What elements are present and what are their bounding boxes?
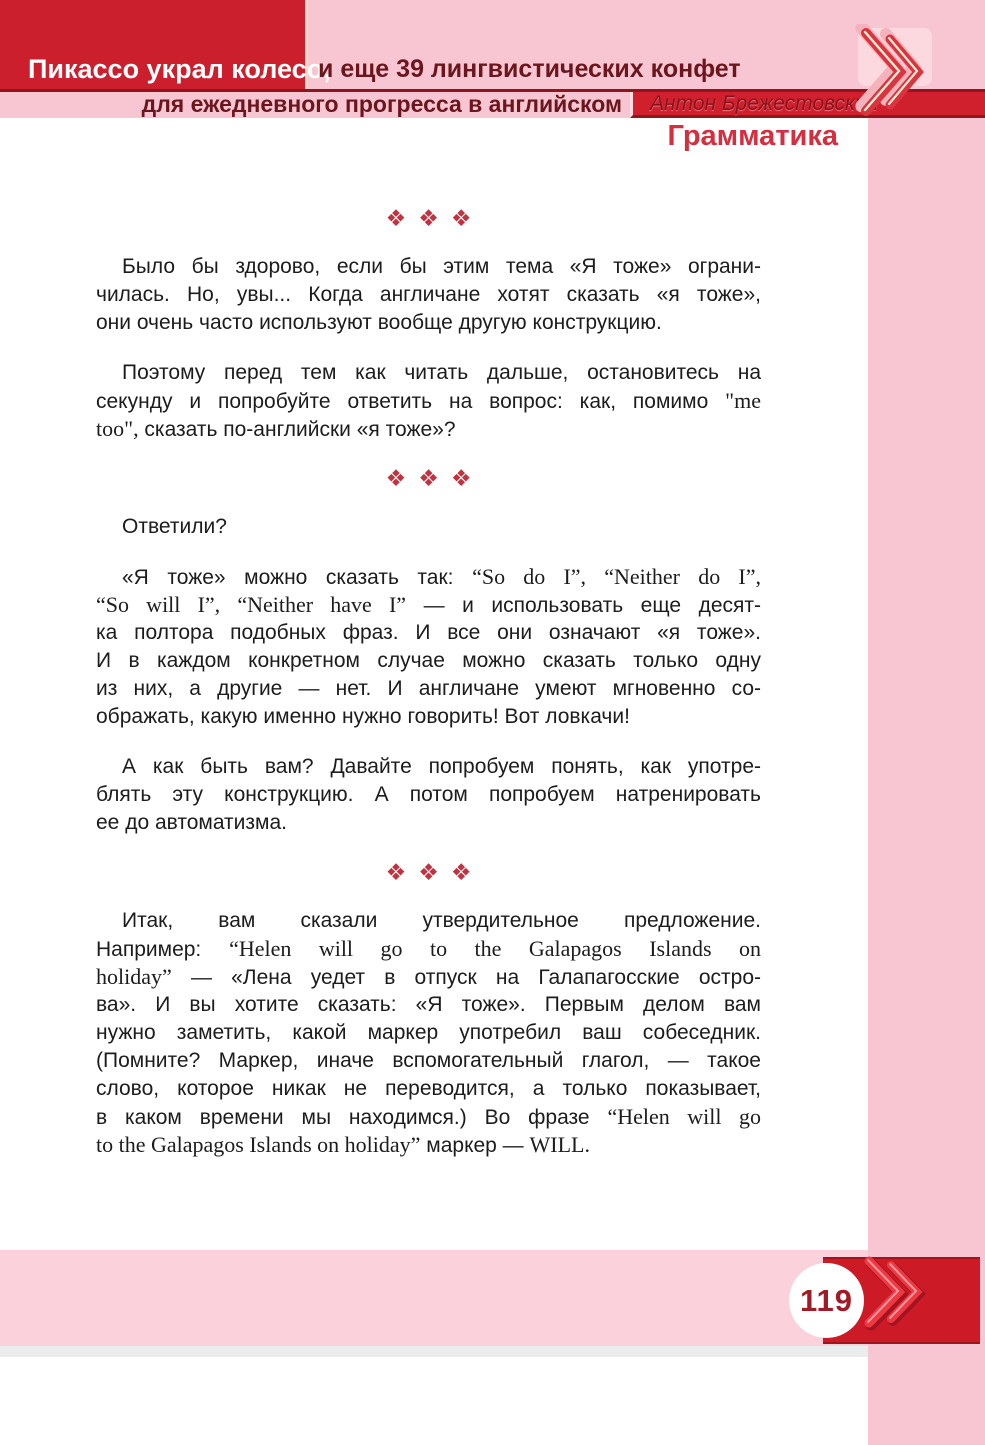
text-segment: Было бы здорово, если бы этим тема «Я тоже» ограни-	[122, 255, 761, 278]
content-column	[96, 205, 761, 1181]
english-phrase: “So will I”, “Neither have I”	[96, 592, 407, 617]
text-line	[96, 647, 761, 675]
paragraph	[96, 359, 761, 443]
text-segment: ображать, какую именно нужно говорить! Вот ловкачи!	[96, 705, 630, 728]
footer-shadow-strip	[0, 1346, 868, 1357]
paragraph	[96, 563, 761, 731]
double-chevron-right-icon	[858, 1254, 932, 1332]
text-line	[96, 809, 761, 837]
book-title-rest: и еще 39 лингвистических конфет	[318, 55, 741, 83]
text-line	[96, 703, 761, 731]
text-segment: ее до автоматизма.	[96, 811, 287, 834]
text-segment: Поэтому перед тем как читать дальше, остановитесь на	[122, 361, 761, 384]
english-phrase: "me	[725, 388, 761, 413]
english-phrase: to the Galapagos Islands on holiday”	[96, 1132, 421, 1157]
ornament-divider	[96, 859, 761, 887]
text-segment: блять эту конструкцию. А потом попробуем натренировать	[96, 783, 761, 806]
book-subtitle: для ежедневного прогресса в английском	[141, 91, 622, 117]
text-segment: ка полтора подобных фраз. И все они означают «я тоже».	[96, 621, 761, 644]
text-line	[96, 1103, 761, 1131]
text-line	[96, 281, 761, 309]
text-segment: Итак, вам сказали утвердительное предложение.	[122, 909, 761, 932]
header-row-2	[0, 92, 985, 118]
text-line	[96, 415, 761, 443]
text-line: Ответили?	[122, 515, 227, 538]
text-segment: в каком времени мы находимся.) Во фразе	[96, 1106, 608, 1129]
text-segment: (Помните? Маркер, иначе вспомогательный глагол, — такое	[96, 1049, 761, 1072]
text-line	[96, 1047, 761, 1075]
text-segment: А как быть вам? Давайте попробуем понять, как употре-	[122, 755, 761, 778]
english-phrase: “Helen will go	[607, 1104, 761, 1129]
page-number: 119	[799, 1282, 853, 1318]
text-segment: И в каждом конкретном случае можно сказать только одну	[96, 649, 761, 672]
text-line	[96, 781, 761, 809]
diamond-ornament-icon: ❖	[450, 466, 472, 492]
text-segment: из них, а другие — нет. И англичане умеют мгновенно со-	[96, 677, 761, 700]
text-segment: ва». И вы хотите сказать: «Я тоже». Первым делом вам	[96, 993, 761, 1016]
author-name: Антон Брежестовский	[650, 92, 879, 115]
double-chevron-right-icon	[854, 24, 936, 120]
text-line	[96, 907, 761, 935]
diamond-ornament-icon: ❖	[418, 466, 439, 492]
diamond-ornament-icon: ❖	[450, 206, 472, 232]
diamond-ornament-icon: ❖	[418, 206, 439, 232]
english-phrase: “So do I”, “Neither do I”,	[472, 564, 761, 589]
text-line	[96, 563, 761, 591]
text-segment: нужно заметить, какой маркер употребил ваш собеседник.	[96, 1021, 761, 1044]
text-segment: чилась. Но, увы... Когда англичане хотят сказать «я тоже»,	[96, 283, 761, 306]
page-number-badge	[789, 1263, 864, 1338]
text-segment: они очень часто используют вообще другую конструкцию.	[96, 311, 662, 334]
text-segment: слово, которое никак не переводится, а только показывает,	[96, 1077, 761, 1100]
text-line	[96, 935, 761, 963]
text-line	[96, 387, 761, 415]
diamond-ornament-icon: ❖	[385, 466, 407, 492]
text-line	[96, 1131, 761, 1159]
text-segment: — «Лена уедет в отпуск на Галапагосские остро-	[171, 966, 761, 989]
text-line	[96, 619, 761, 647]
title-red-box	[0, 0, 331, 89]
text-line	[96, 675, 761, 703]
text-segment: маркер —	[420, 1134, 530, 1157]
text-line	[96, 1075, 761, 1103]
diamond-ornament-icon: ❖	[385, 860, 407, 886]
text-line	[96, 309, 761, 337]
paragraph	[96, 753, 761, 837]
text-line	[96, 1019, 761, 1047]
header-row-1	[0, 0, 985, 89]
text-segment: Например:	[96, 938, 230, 961]
english-phrase: holiday”	[96, 964, 172, 989]
diamond-ornament-icon: ❖	[450, 860, 472, 886]
sub-heading	[96, 513, 761, 541]
footer-band	[0, 1250, 868, 1346]
text-segment: секунду и попробуйте ответить на вопрос: как, помимо	[96, 390, 726, 413]
english-phrase: too",	[96, 416, 139, 441]
text-line	[96, 963, 761, 991]
book-title-highlight: Пикассо украл колесо,	[28, 54, 331, 84]
text-line	[96, 591, 761, 619]
diamond-ornament-icon: ❖	[418, 860, 439, 886]
paragraph	[96, 253, 761, 337]
text-line	[96, 253, 761, 281]
paragraph	[96, 907, 761, 1159]
english-phrase: “Helen will go to the Galapagos Islands on	[229, 936, 761, 961]
text-segment: «Я тоже» можно сказать так:	[122, 566, 473, 589]
text-line	[96, 359, 761, 387]
text-segment: — и использовать еще десят-	[406, 594, 761, 617]
text-line	[96, 753, 761, 781]
text-line	[96, 991, 761, 1019]
text-segment: сказать по-английски «я тоже»?	[138, 418, 456, 441]
ornament-divider	[96, 465, 761, 493]
right-margin-column	[868, 118, 985, 1445]
diamond-ornament-icon: ❖	[385, 206, 407, 232]
english-phrase: WILL.	[529, 1132, 590, 1157]
section-title: Грамматика	[667, 120, 838, 152]
ornament-divider	[96, 205, 761, 233]
